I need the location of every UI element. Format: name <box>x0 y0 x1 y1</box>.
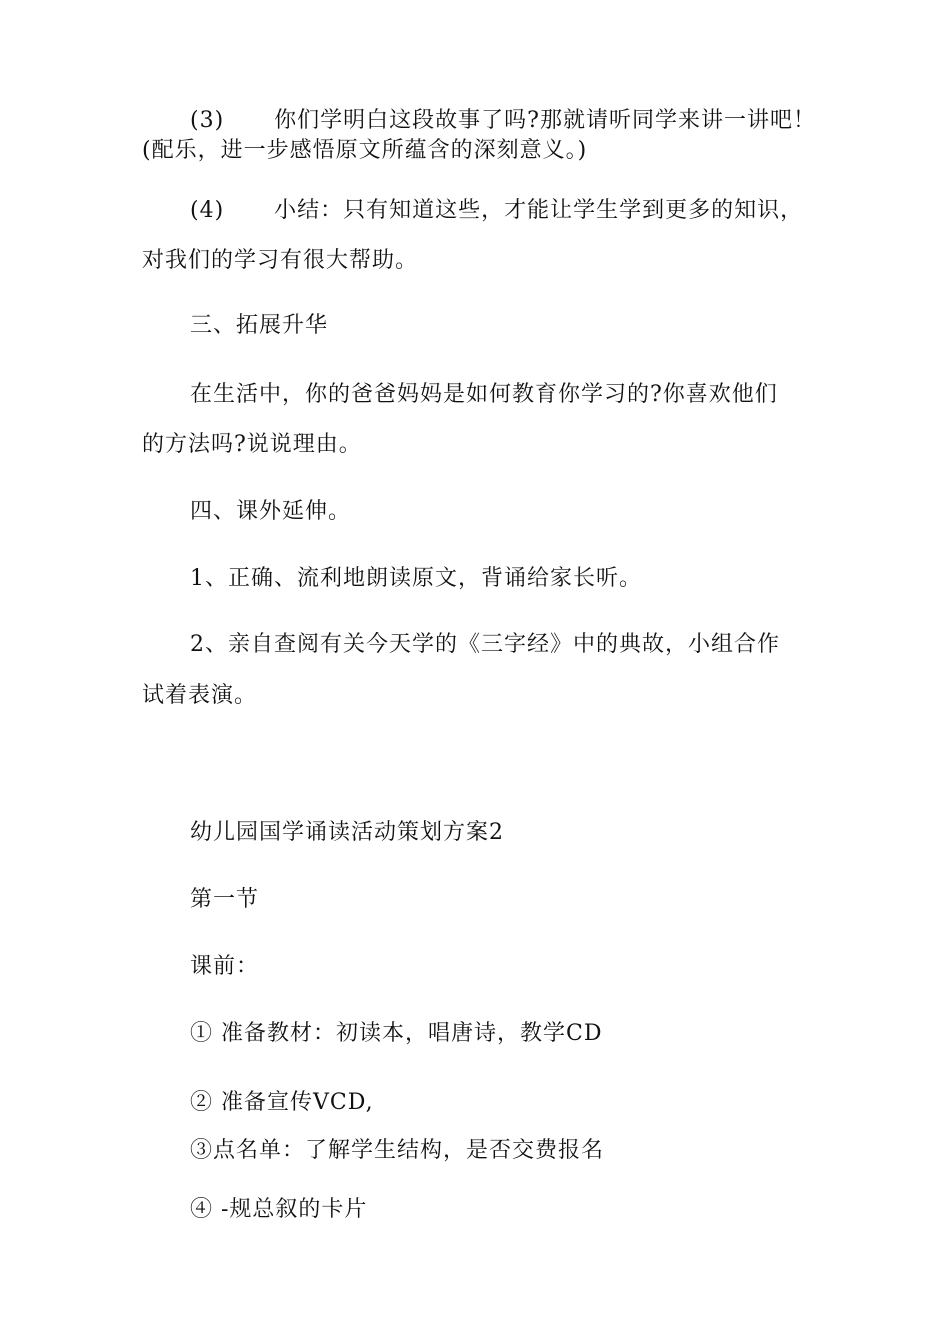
item-4-text: 小结：只有知道这些，才能让学生学到更多的知识， <box>274 198 804 223</box>
plan-2-item-2: ② 准备宣传VCD, <box>190 1090 374 1115</box>
section-4-item-2-line-1: 2、亲自查阅有关今天学的《三字经》中的典故，小组合作 <box>190 632 780 657</box>
item-3-line-2: (配乐，进一步感悟原文所蕴含的深刻意义。) <box>142 138 588 163</box>
plan-2-subheading: 课前： <box>190 954 260 979</box>
item-4-number: (4) <box>190 198 225 223</box>
section-4-item-2-line-2: 试着表演。 <box>142 683 258 708</box>
plan-2-title: 幼儿园国学诵读活动策划方案2 <box>190 820 504 845</box>
item-3-number: (3) <box>190 108 225 133</box>
plan-2-section: 第一节 <box>190 887 260 912</box>
section-3-para-line-1: 在生活中，你的爸爸妈妈是如何教育你学习的?你喜欢他们 <box>190 382 778 407</box>
item-3-text: 你们学明白这段故事了吗?那就请听同学来讲一讲吧！ <box>274 108 816 133</box>
item-4-line-1 <box>190 196 803 226</box>
plan-2-item-3: ③点名单：了解学生结构，是否交费报名 <box>190 1138 605 1163</box>
item-4-line-2: 对我们的学习有很大帮助。 <box>142 248 419 273</box>
section-3-para-line-2: 的方法吗?说说理由。 <box>142 432 362 457</box>
section-4-heading: 四、课外延伸。 <box>190 499 352 524</box>
section-3-heading: 三、拓展升华 <box>190 313 329 338</box>
plan-2-item-1: ① 准备教材：初读本，唱唐诗，教学CD <box>190 1021 603 1046</box>
section-4-item-1: 1、正确、流利地朗读原文，背诵给家长听。 <box>190 566 642 591</box>
plan-2-item-4: ④ -规总叙的卡片 <box>190 1197 368 1222</box>
item-3-line-1 <box>190 106 816 136</box>
